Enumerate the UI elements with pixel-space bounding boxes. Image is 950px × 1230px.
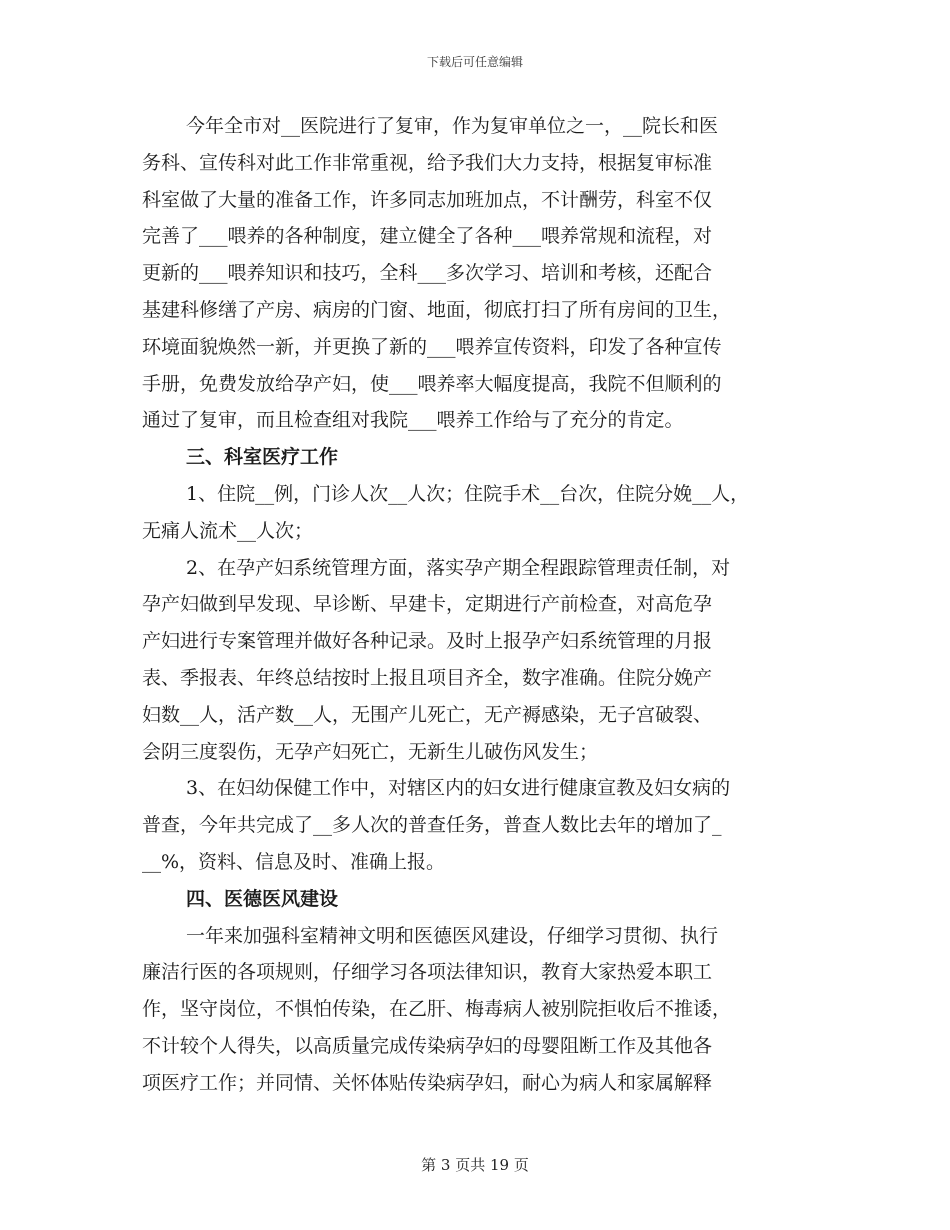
text-line: 一年来加强科室精神文明和医德医风建设，仔细学习贯彻、执行 xyxy=(186,924,719,947)
text-line: 妇数__人，活产数__人，无围产儿死亡，无产褥感染，无子宫破裂、 xyxy=(142,703,713,726)
text-line: 会阴三度裂伤，无孕产妇死亡，无新生儿破伤风发生； xyxy=(142,740,599,763)
text-line: 环境面貌焕然一新，并更换了新的___喂养宣传资料，印发了各种宣传 xyxy=(142,335,722,358)
text-line: 今年全市对__医院进行了复审，作为复审单位之一，__院长和医 xyxy=(186,115,719,137)
section-heading: 三、科室医疗工作 xyxy=(186,446,339,469)
text-line: 产妇进行专案管理并做好各种记录。及时上报孕产妇系统管理的月报 xyxy=(142,630,713,653)
page-header: 下载后可任意编辑 xyxy=(426,55,523,69)
text-line: 项医疗工作；并同情、关怀体贴传染病孕妇，耐心为病人和家属解释 xyxy=(142,1071,713,1094)
text-line: 1、住院__例，门诊人次__人次；住院手术__台次，住院分娩__人， xyxy=(186,482,750,505)
text-line: 表、季报表、年终总结按时上报且项目齐全，数字准确。住院分娩产 xyxy=(142,666,713,689)
text-line: 3、在妇幼保健工作中，对辖区内的妇女进行健康宣教及妇女病的 xyxy=(186,777,731,800)
text-line: 通过了复审，而且检查组对我院___喂养工作给与了充分的肯定。 xyxy=(142,409,684,432)
text-line: 廉洁行医的各项规则，仔细学习各项法律知识，教育大家热爱本职工 xyxy=(142,961,713,984)
text-line: 手册，免费发放给孕产妇，使___喂养率大幅度提高，我院不但顺利的 xyxy=(142,372,722,395)
page-footer: 第 3 页共 19 页 xyxy=(421,1156,529,1174)
text-line: 作，坚守岗位，不惧怕传染，在乙肝、梅毒病人被别院拒收后不推诿， xyxy=(142,998,732,1021)
text-line: 2、在孕产妇系统管理方面，落实孕产期全程跟踪管理责任制，对 xyxy=(186,556,731,579)
text-line: 普查，今年共完成了__多人次的普查任务，普查人数比去年的增加了_ xyxy=(142,814,722,837)
text-line: 无痛人流术__人次； xyxy=(142,519,314,542)
text-line: 科室做了大量的准备工作，许多同志加班加点，不计酬劳，科室不仅 xyxy=(142,188,713,211)
text-line: 完善了___喂养的各种制度，建立健全了各种___喂养常规和流程，对 xyxy=(142,225,713,248)
document-body xyxy=(142,108,814,1102)
text-line: 更新的___喂养知识和技巧，全科___多次学习、培训和考核，还配合 xyxy=(142,262,713,285)
text-line: 基建科修缮了产房、病房的门窗、地面，彻底打扫了所有房间的卫生， xyxy=(142,298,732,321)
text-line: 孕产妇做到早发现、早诊断、早建卡，定期进行产前检查，对高危孕 xyxy=(142,593,713,616)
section-heading: 四、医德医风建设 xyxy=(186,887,339,910)
text-line: 不计较个人得失，以高质量完成传染病孕妇的母婴阻断工作及其他各 xyxy=(142,1034,713,1057)
text-line: __%，资料、信息及时、准确上报。 xyxy=(142,850,446,873)
text-line: 务科、宣传科对此工作非常重视，给予我们大力支持，根据复审标准 xyxy=(142,151,713,174)
